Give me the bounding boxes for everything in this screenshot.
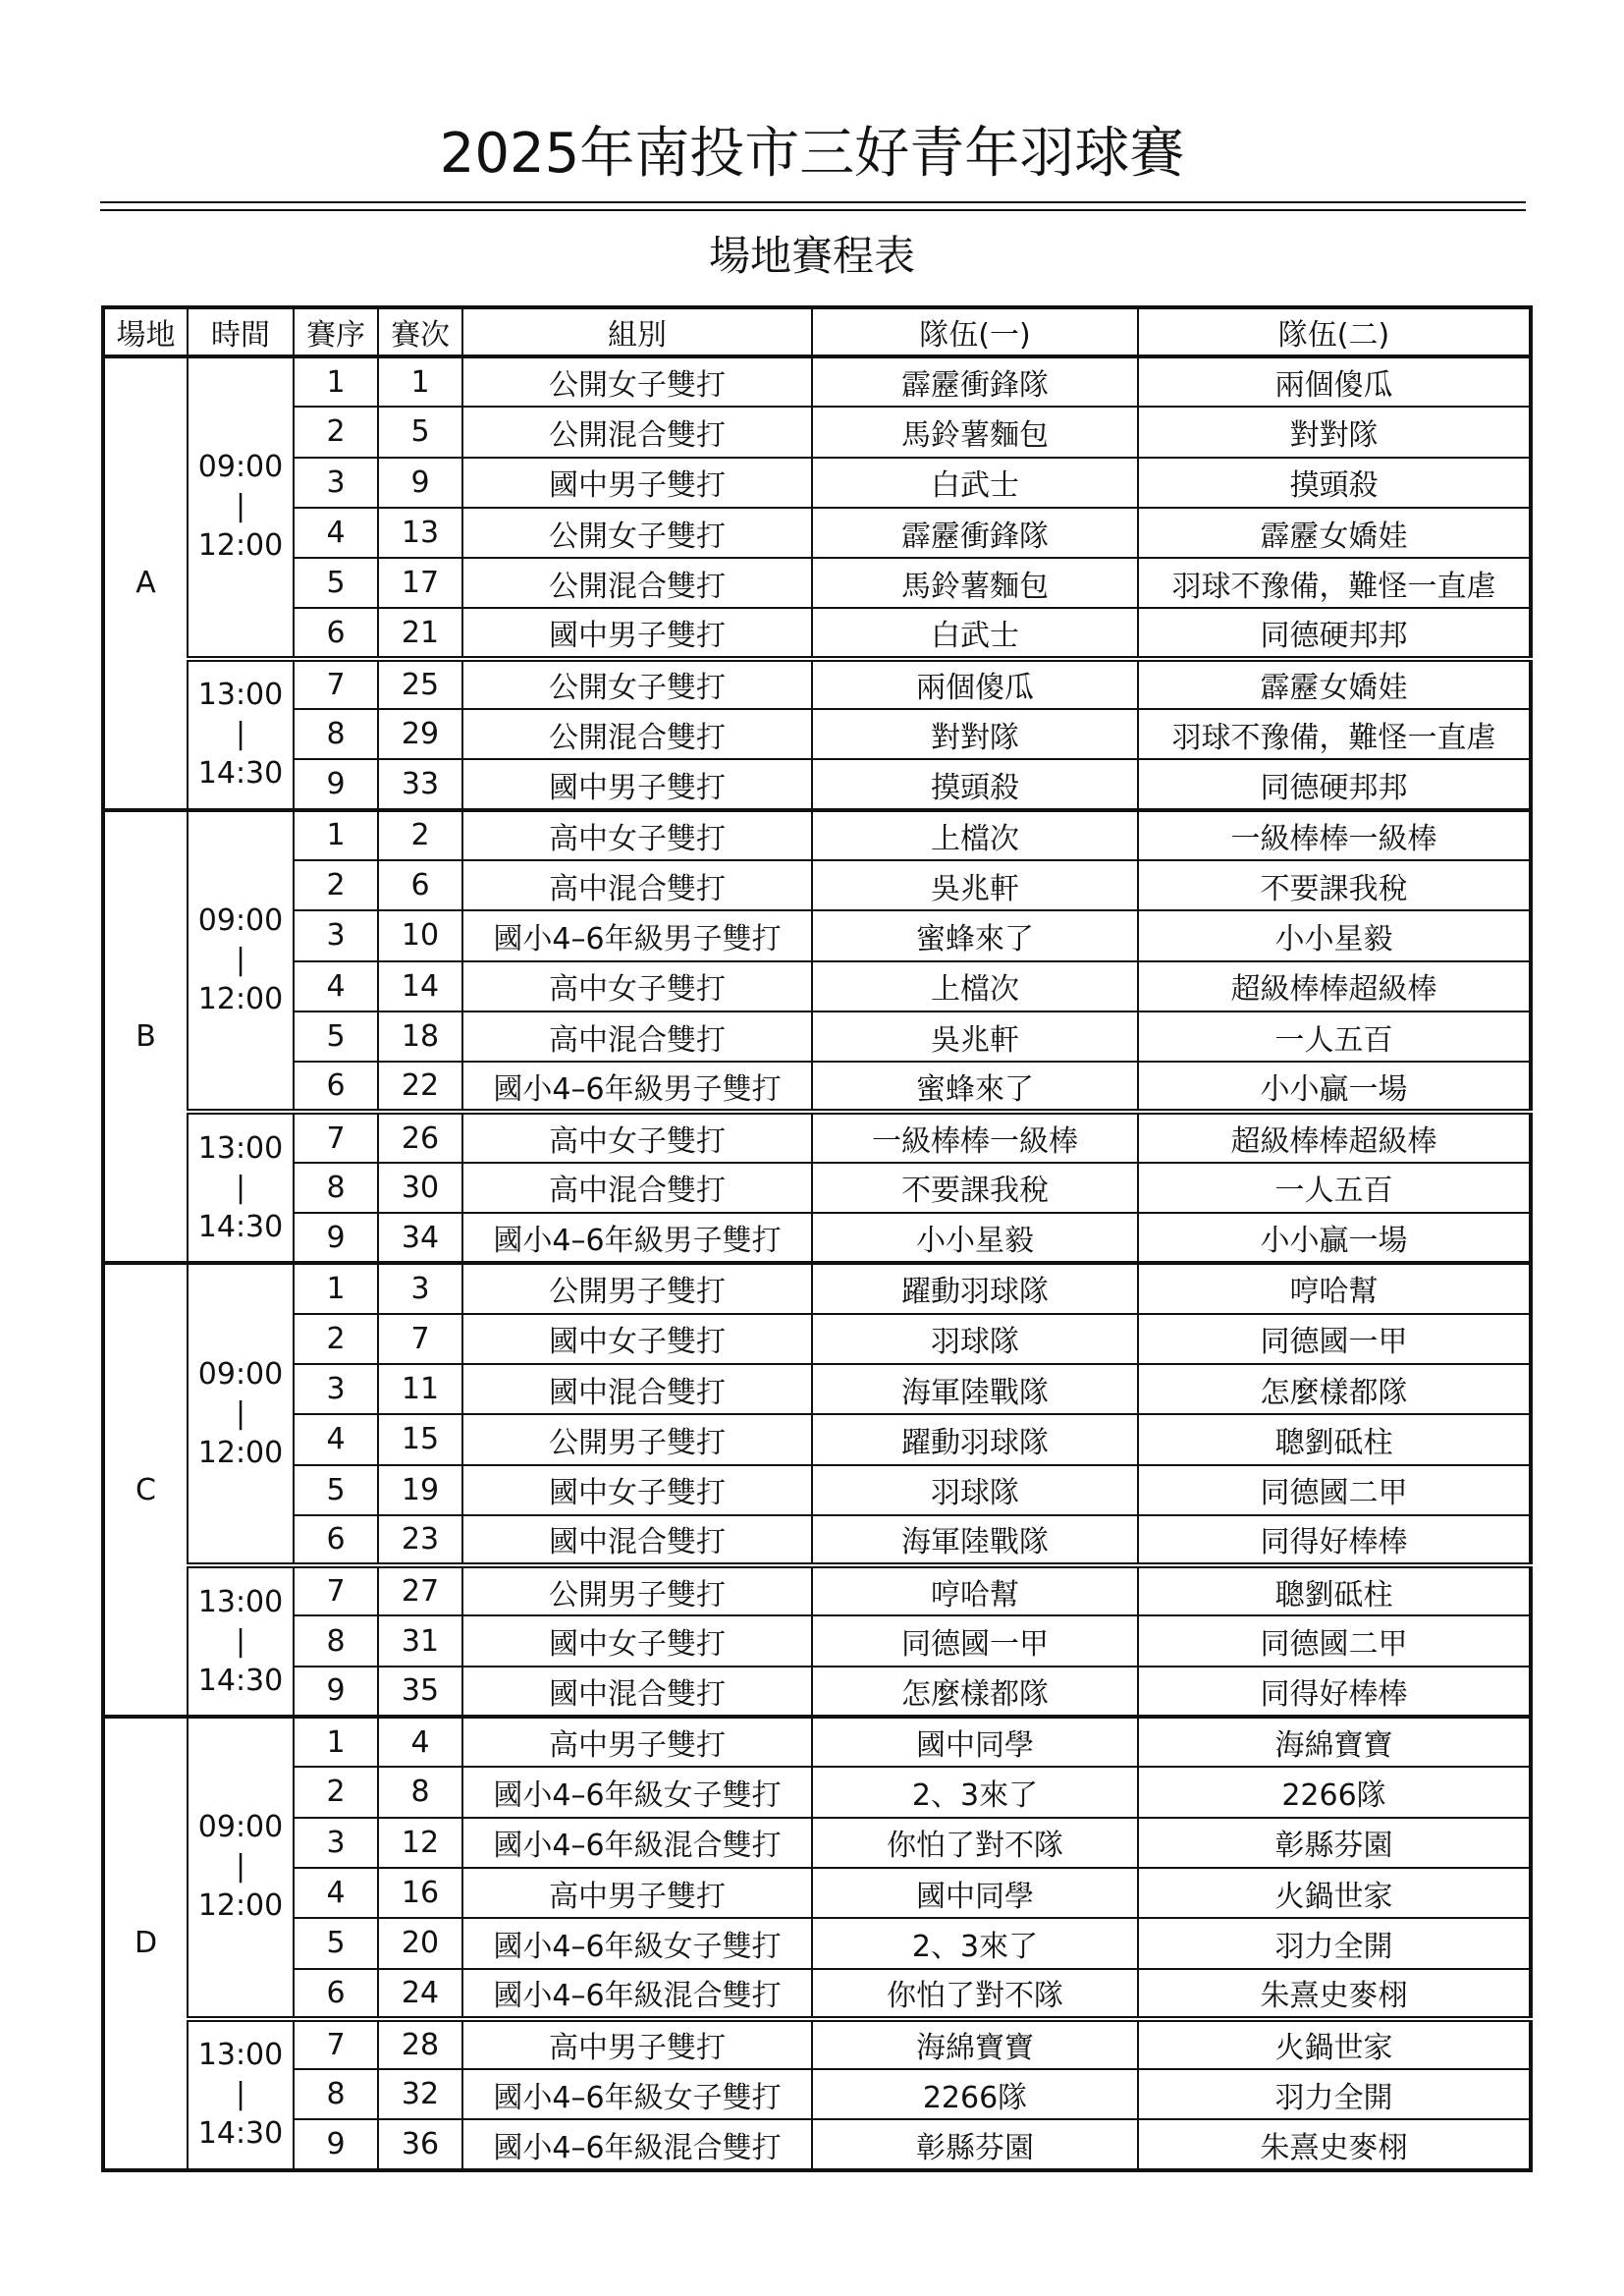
order-cell: 5 [294, 1918, 378, 1968]
team2-cell: 超級棒棒超級棒 [1138, 1112, 1531, 1162]
team2-cell: 羽力全開 [1138, 2069, 1531, 2119]
match-no-cell: 12 [378, 1818, 462, 1868]
team2-cell: 對對隊 [1138, 407, 1531, 457]
table-row [103, 407, 1531, 457]
team1-cell: 你怕了對不隊 [812, 1969, 1138, 2019]
match-no-cell: 18 [378, 1011, 462, 1062]
time-sep: | [235, 1623, 246, 1659]
order-cell: 7 [294, 1565, 378, 1615]
match-no-cell: 15 [378, 1414, 462, 1464]
match-no-cell: 1 [378, 356, 462, 407]
order-cell: 6 [294, 1969, 378, 2019]
team2-cell: 同得好棒棒 [1138, 1515, 1531, 1565]
table-row [103, 1062, 1531, 1112]
team1-cell: 國中同學 [812, 1717, 1138, 1767]
team1-cell: 馬鈴薯麵包 [812, 558, 1138, 608]
group-cell: 高中混合雙打 [462, 1011, 812, 1062]
team1-cell: 2、3來了 [812, 1918, 1138, 1968]
group-cell: 國中混合雙打 [462, 1364, 812, 1414]
team2-cell: 同德國二甲 [1138, 1465, 1531, 1515]
team1-cell: 羽球隊 [812, 1465, 1138, 1515]
group-cell: 高中女子雙打 [462, 1112, 812, 1162]
team1-cell: 蜜蜂來了 [812, 1062, 1138, 1112]
order-cell: 2 [294, 860, 378, 910]
group-cell: 國小4–6年級男子雙打 [462, 1213, 812, 1263]
table-row [103, 1213, 1531, 1263]
order-cell: 2 [294, 407, 378, 457]
order-cell: 4 [294, 961, 378, 1011]
table-row [103, 860, 1531, 910]
time-start: 09:00 [197, 450, 284, 485]
team1-cell: 對對隊 [812, 709, 1138, 759]
header-group: 組別 [462, 307, 812, 356]
match-no-cell: 25 [378, 659, 462, 709]
match-no-cell: 6 [378, 860, 462, 910]
team2-cell: 怎麼樣都隊 [1138, 1364, 1531, 1414]
group-cell: 公開混合雙打 [462, 709, 812, 759]
match-no-cell: 32 [378, 2069, 462, 2119]
team1-cell: 羽球隊 [812, 1314, 1138, 1364]
table-row [103, 1615, 1531, 1666]
match-no-cell: 27 [378, 1565, 462, 1615]
team1-cell: 吳兆軒 [812, 860, 1138, 910]
time-start: 13:00 [197, 2038, 284, 2073]
group-cell: 國中混合雙打 [462, 1515, 812, 1565]
table-row [103, 356, 1531, 407]
team2-cell: 同德硬邦邦 [1138, 608, 1531, 658]
match-no-cell: 34 [378, 1213, 462, 1263]
group-cell: 公開混合雙打 [462, 558, 812, 608]
team1-cell: 你怕了對不隊 [812, 1818, 1138, 1868]
table-row [103, 2019, 1531, 2069]
order-cell: 4 [294, 1414, 378, 1464]
order-cell: 5 [294, 1011, 378, 1062]
header-time: 時間 [188, 307, 294, 356]
time-cell [188, 1112, 294, 1263]
time-end: 12:00 [197, 528, 284, 564]
team2-cell: 2266隊 [1138, 1767, 1531, 1817]
group-cell: 高中女子雙打 [462, 810, 812, 860]
group-cell: 國中女子雙打 [462, 1465, 812, 1515]
team1-cell: 躍動羽球隊 [812, 1414, 1138, 1464]
table-row [103, 1969, 1531, 2019]
team2-cell: 同德國二甲 [1138, 1615, 1531, 1666]
team2-cell: 火鍋世家 [1138, 2019, 1531, 2069]
team2-cell: 兩個傻瓜 [1138, 356, 1531, 407]
order-cell: 8 [294, 2069, 378, 2119]
title-divider [100, 201, 1526, 203]
match-no-cell: 2 [378, 810, 462, 860]
group-cell: 公開女子雙打 [462, 508, 812, 558]
team1-cell: 霹靂衝鋒隊 [812, 356, 1138, 407]
table-row [103, 1767, 1531, 1817]
order-cell: 3 [294, 1364, 378, 1414]
table-row [103, 1667, 1531, 1717]
group-cell: 國中女子雙打 [462, 1314, 812, 1364]
time-end: 14:30 [197, 756, 284, 792]
match-no-cell: 20 [378, 1918, 462, 1968]
time-start: 09:00 [197, 1356, 284, 1392]
team2-cell: 火鍋世家 [1138, 1868, 1531, 1918]
team1-cell: 海軍陸戰隊 [812, 1515, 1138, 1565]
time-cell [188, 2019, 294, 2170]
table-row [103, 2069, 1531, 2119]
group-cell: 高中混合雙打 [462, 1163, 812, 1213]
table-row [103, 709, 1531, 759]
page-title: 2025年南投市三好青年羽球賽 [439, 122, 1185, 186]
team2-cell: 聰劉砥柱 [1138, 1414, 1531, 1464]
table-row [103, 1263, 1531, 1313]
group-cell: 公開男子雙打 [462, 1565, 812, 1615]
match-no-cell: 17 [378, 558, 462, 608]
team2-cell: 同得好棒棒 [1138, 1667, 1531, 1717]
venue-cell: A [103, 356, 188, 810]
group-cell: 國小4–6年級女子雙打 [462, 2069, 812, 2119]
order-cell: 4 [294, 1868, 378, 1918]
team2-cell: 小小星毅 [1138, 910, 1531, 960]
team2-cell: 羽球不豫備，難怪一直虐 [1138, 558, 1531, 608]
table-row [103, 2119, 1531, 2169]
order-cell: 2 [294, 1314, 378, 1364]
table-row [103, 558, 1531, 608]
order-cell: 8 [294, 1163, 378, 1213]
time-end: 12:00 [197, 1888, 284, 1924]
team1-cell: 蜜蜂來了 [812, 910, 1138, 960]
team2-cell: 一人五百 [1138, 1163, 1531, 1213]
team1-cell: 同德國一甲 [812, 1615, 1138, 1666]
order-cell: 1 [294, 1263, 378, 1313]
match-no-cell: 29 [378, 709, 462, 759]
time-cell [188, 356, 294, 659]
order-cell: 1 [294, 1717, 378, 1767]
team2-cell: 海綿寶寶 [1138, 1717, 1531, 1767]
table-row [103, 961, 1531, 1011]
table-row [103, 1163, 1531, 1213]
group-cell: 國中女子雙打 [462, 1615, 812, 1666]
match-no-cell: 13 [378, 508, 462, 558]
header-team1: 隊伍(一) [812, 307, 1138, 356]
table-row [103, 1868, 1531, 1918]
group-cell: 公開混合雙打 [462, 407, 812, 457]
header-venue: 場地 [103, 307, 188, 356]
venue-cell: D [103, 1717, 188, 2170]
match-no-cell: 24 [378, 1969, 462, 2019]
table-row [103, 508, 1531, 558]
group-cell: 國小4–6年級混合雙打 [462, 2119, 812, 2169]
order-cell: 1 [294, 356, 378, 407]
team2-cell: 同德國一甲 [1138, 1314, 1531, 1364]
group-cell: 高中混合雙打 [462, 860, 812, 910]
team2-cell: 小小贏一場 [1138, 1062, 1531, 1112]
time-sep: | [235, 489, 246, 524]
time-start: 13:00 [197, 1584, 284, 1619]
team2-cell: 聰劉砥柱 [1138, 1565, 1531, 1615]
match-no-cell: 23 [378, 1515, 462, 1565]
match-no-cell: 4 [378, 1717, 462, 1767]
table-row [103, 1314, 1531, 1364]
table-row [103, 1818, 1531, 1868]
team2-cell: 小小贏一場 [1138, 1213, 1531, 1263]
order-cell: 7 [294, 1112, 378, 1162]
team1-cell: 2266隊 [812, 2069, 1138, 2119]
team1-cell: 小小星毅 [812, 1213, 1138, 1263]
schedule-body [103, 356, 1531, 2170]
match-no-cell: 7 [378, 1314, 462, 1364]
match-no-cell: 19 [378, 1465, 462, 1515]
team1-cell: 國中同學 [812, 1868, 1138, 1918]
team1-cell: 摸頭殺 [812, 759, 1138, 809]
table-row [103, 1465, 1531, 1515]
match-no-cell: 22 [378, 1062, 462, 1112]
order-cell: 9 [294, 2119, 378, 2169]
header-order: 賽序 [294, 307, 378, 356]
team2-cell: 羽力全開 [1138, 1918, 1531, 1968]
match-no-cell: 16 [378, 1868, 462, 1918]
order-cell: 3 [294, 910, 378, 960]
table-row [103, 1112, 1531, 1162]
group-cell: 國小4–6年級男子雙打 [462, 910, 812, 960]
time-sep: | [235, 1849, 246, 1885]
team1-cell: 海綿寶寶 [812, 2019, 1138, 2069]
table-row [103, 810, 1531, 860]
time-sep: | [235, 943, 246, 978]
header-match-no: 賽次 [378, 307, 462, 356]
time-end: 12:00 [197, 982, 284, 1017]
team2-cell: 朱熹史麥栩 [1138, 1969, 1531, 2019]
team1-cell: 2、3來了 [812, 1767, 1138, 1817]
order-cell: 8 [294, 1615, 378, 1666]
team2-cell: 同德硬邦邦 [1138, 759, 1531, 809]
team2-cell: 彰縣芬園 [1138, 1818, 1531, 1868]
group-cell: 國中男子雙打 [462, 608, 812, 658]
table-row [103, 1414, 1531, 1464]
match-no-cell: 9 [378, 458, 462, 508]
group-cell: 國小4–6年級男子雙打 [462, 1062, 812, 1112]
time-start: 13:00 [197, 1130, 284, 1166]
table-row [103, 608, 1531, 658]
team2-cell: 霹靂女嬌娃 [1138, 659, 1531, 709]
time-sep: | [235, 1170, 246, 1205]
table-row [103, 1717, 1531, 1767]
venue-cell: B [103, 810, 188, 1264]
match-no-cell: 26 [378, 1112, 462, 1162]
table-row [103, 1515, 1531, 1565]
team1-cell: 海軍陸戰隊 [812, 1364, 1138, 1414]
match-no-cell: 35 [378, 1667, 462, 1717]
match-no-cell: 31 [378, 1615, 462, 1666]
team1-cell: 彰縣芬園 [812, 2119, 1138, 2169]
group-cell: 高中男子雙打 [462, 1868, 812, 1918]
venue-cell: C [103, 1263, 188, 1717]
time-start: 09:00 [197, 903, 284, 939]
team2-cell: 霹靂女嬌娃 [1138, 508, 1531, 558]
team1-cell: 上檔次 [812, 961, 1138, 1011]
team1-cell: 躍動羽球隊 [812, 1263, 1138, 1313]
schedule-table [101, 305, 1533, 2172]
order-cell: 9 [294, 1667, 378, 1717]
group-cell: 國中混合雙打 [462, 1667, 812, 1717]
match-no-cell: 11 [378, 1364, 462, 1414]
table-row [103, 1918, 1531, 1968]
order-cell: 4 [294, 508, 378, 558]
group-cell: 國小4–6年級混合雙打 [462, 1818, 812, 1868]
time-start: 13:00 [197, 678, 284, 713]
group-cell: 國中男子雙打 [462, 759, 812, 809]
team2-cell: 不要課我稅 [1138, 860, 1531, 910]
group-cell: 國中男子雙打 [462, 458, 812, 508]
table-row [103, 458, 1531, 508]
time-cell [188, 1263, 294, 1565]
team1-cell: 怎麼樣都隊 [812, 1667, 1138, 1717]
team2-cell: 超級棒棒超級棒 [1138, 961, 1531, 1011]
match-no-cell: 33 [378, 759, 462, 809]
team2-cell: 摸頭殺 [1138, 458, 1531, 508]
group-cell: 高中男子雙打 [462, 2019, 812, 2069]
team1-cell: 不要課我稅 [812, 1163, 1138, 1213]
order-cell: 6 [294, 1515, 378, 1565]
match-no-cell: 5 [378, 407, 462, 457]
time-sep: | [235, 1395, 246, 1431]
table-row [103, 1364, 1531, 1414]
time-cell [188, 659, 294, 810]
table-row [103, 759, 1531, 809]
group-cell: 公開女子雙打 [462, 659, 812, 709]
order-cell: 1 [294, 810, 378, 860]
group-cell: 國小4–6年級混合雙打 [462, 1969, 812, 2019]
group-cell: 公開男子雙打 [462, 1414, 812, 1464]
match-no-cell: 3 [378, 1263, 462, 1313]
team1-cell: 吳兆軒 [812, 1011, 1138, 1062]
team1-cell: 霹靂衝鋒隊 [812, 508, 1138, 558]
time-end: 14:30 [197, 2116, 284, 2152]
order-cell: 7 [294, 2019, 378, 2069]
time-sep: | [235, 2077, 246, 2112]
group-cell: 公開女子雙打 [462, 356, 812, 407]
order-cell: 5 [294, 1465, 378, 1515]
time-end: 12:00 [197, 1435, 284, 1470]
team1-cell: 上檔次 [812, 810, 1138, 860]
match-no-cell: 8 [378, 1767, 462, 1817]
order-cell: 5 [294, 558, 378, 608]
table-row [103, 1011, 1531, 1062]
order-cell: 6 [294, 1062, 378, 1112]
time-cell [188, 810, 294, 1113]
table-row [103, 910, 1531, 960]
table-header-row [103, 307, 1531, 356]
team1-cell: 哼哈幫 [812, 1565, 1138, 1615]
team1-cell: 白武士 [812, 458, 1138, 508]
time-sep: | [235, 717, 246, 752]
page-subtitle: 場地賽程表 [708, 232, 915, 280]
match-no-cell: 30 [378, 1163, 462, 1213]
team2-cell: 朱熹史麥栩 [1138, 2119, 1531, 2169]
team1-cell: 白武士 [812, 608, 1138, 658]
order-cell: 3 [294, 1818, 378, 1868]
order-cell: 7 [294, 659, 378, 709]
order-cell: 9 [294, 759, 378, 809]
header-team2: 隊伍(二) [1138, 307, 1531, 356]
order-cell: 2 [294, 1767, 378, 1817]
group-cell: 高中男子雙打 [462, 1717, 812, 1767]
order-cell: 8 [294, 709, 378, 759]
team1-cell: 馬鈴薯麵包 [812, 407, 1138, 457]
time-end: 14:30 [197, 1663, 284, 1698]
group-cell: 高中女子雙打 [462, 961, 812, 1011]
match-no-cell: 36 [378, 2119, 462, 2169]
table-row [103, 659, 1531, 709]
time-end: 14:30 [197, 1209, 284, 1244]
group-cell: 國小4–6年級女子雙打 [462, 1918, 812, 1968]
team2-cell: 一人五百 [1138, 1011, 1531, 1062]
title-divider-second [100, 209, 1526, 211]
team2-cell: 一級棒棒一級棒 [1138, 810, 1531, 860]
group-cell: 公開男子雙打 [462, 1263, 812, 1313]
match-no-cell: 14 [378, 961, 462, 1011]
team2-cell: 哼哈幫 [1138, 1263, 1531, 1313]
order-cell: 3 [294, 458, 378, 508]
match-no-cell: 28 [378, 2019, 462, 2069]
time-start: 09:00 [197, 1810, 284, 1845]
match-no-cell: 10 [378, 910, 462, 960]
time-cell [188, 1717, 294, 2019]
match-no-cell: 21 [378, 608, 462, 658]
group-cell: 國小4–6年級女子雙打 [462, 1767, 812, 1817]
table-row [103, 1565, 1531, 1615]
team1-cell: 兩個傻瓜 [812, 659, 1138, 709]
team2-cell: 羽球不豫備，難怪一直虐 [1138, 709, 1531, 759]
team1-cell: 一級棒棒一級棒 [812, 1112, 1138, 1162]
order-cell: 9 [294, 1213, 378, 1263]
order-cell: 6 [294, 608, 378, 658]
time-cell [188, 1565, 294, 1717]
